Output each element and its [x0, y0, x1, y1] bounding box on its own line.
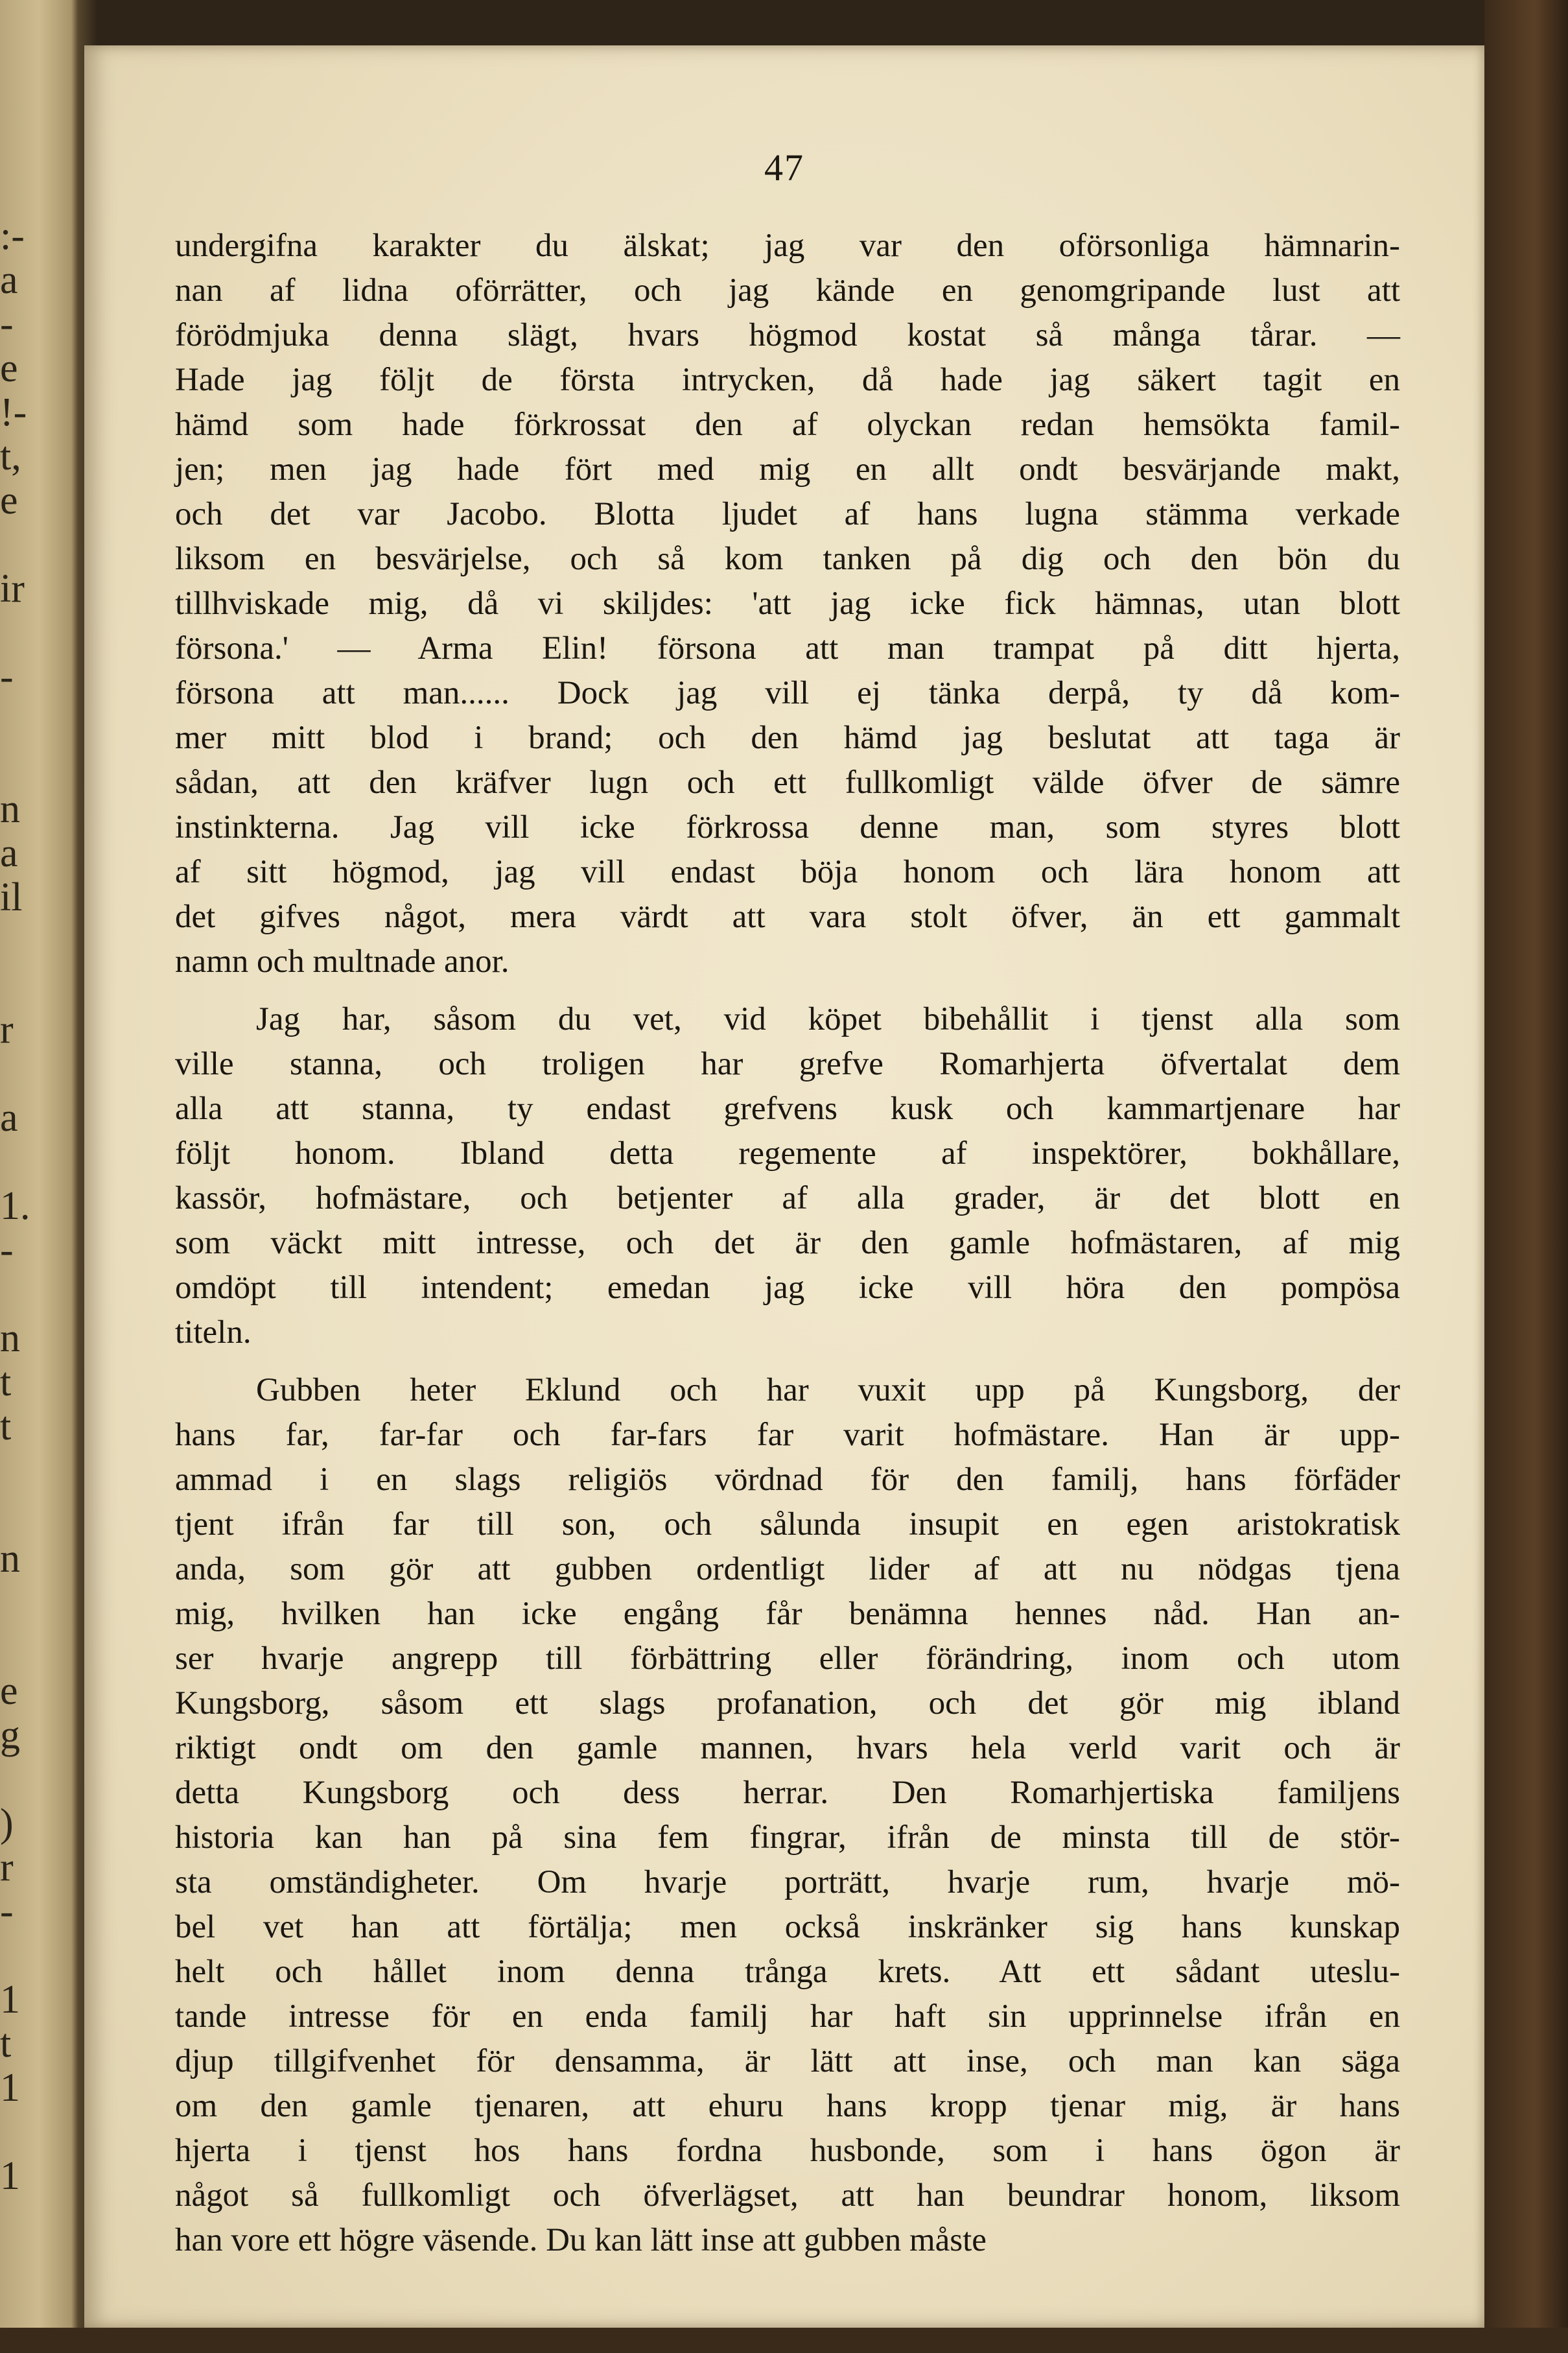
text-line: nan af lidna oförrätter, och jag kände en genomgripande lust att: [175, 272, 1400, 309]
text-line: djup tillgifvenhet för densamma, är lätt att inse, och man kan säga: [175, 2043, 1400, 2079]
book-cover-edge: [1484, 0, 1568, 2353]
text-line: Gubben heter Eklund och har vuxit upp på Kungsborg, der: [256, 1372, 1400, 1408]
text-line: ville stanna, och troligen har grefve Romarhjerta öfvertalat dem: [175, 1046, 1400, 1082]
text-line: helt och hållet inom denna trånga krets. Att ett sådant uteslu-: [175, 1954, 1400, 1990]
text-line: historia kan han på sina fem fingrar, ifrån de minsta till de stör-: [175, 1819, 1400, 1856]
text-line: det gifves något, mera värdt att vara stolt öfver, än ett gammalt: [175, 899, 1400, 935]
text-line: omdöpt till intendent; emedan jag icke vill höra den pompösa: [175, 1270, 1400, 1306]
text-line: kassör, hofmästare, och betjenter af alla grader, är det blott en: [175, 1180, 1400, 1216]
text-line: mer mitt blod i brand; och den hämd jag beslutat att taga är: [175, 720, 1400, 756]
paragraph: [175, 1368, 1400, 2263]
text-line: om den gamle tjenaren, att ehuru hans kropp tjenar mig, är hans: [175, 2088, 1400, 2124]
page: [84, 45, 1484, 2328]
text-line: tjent ifrån far till son, och sålunda insupit en egen aristokratisk: [175, 1506, 1400, 1543]
text-line: undergifna karakter du älskat; jag var den oförsonliga hämnarin-: [175, 228, 1400, 264]
text-line: följt honom. Ibland detta regemente af inspektörer, bokhållare,: [175, 1135, 1400, 1172]
text-line: något så fullkomligt och öfverlägset, att han beundrar honom, liksom: [175, 2177, 1400, 2214]
text-line: och det var Jacobo. Blotta ljudet af hans lugna stämma verkade: [175, 496, 1400, 532]
text-line: riktigt ondt om den gamle mannen, hvars hela verld varit och är: [175, 1730, 1400, 1766]
text-line: anda, som gör att gubben ordentligt lider af att nu nödgas tjena: [175, 1551, 1400, 1587]
paragraph: [175, 997, 1400, 1355]
previous-page-edge-text: :- a - e !- t, e ir - n a il r a 1. - n t t n e g ) r - 1 t 1 1: [0, 214, 30, 2198]
text-line: alla att stanna, ty endast grefvens kusk och kammartjenare har: [175, 1091, 1400, 1127]
text-line: försona.' — Arma Elin! försona att man trampat på ditt hjerta,: [175, 630, 1400, 667]
text-line: mig, hvilken han icke engång får benämna hennes nåd. Han an-: [175, 1596, 1400, 1632]
text-line: sådan, att den kräfver lugn och ett fullkomligt välde öfver de sämre: [175, 764, 1400, 801]
paragraph: [175, 224, 1400, 984]
text-line: han vore ett högre väsende. Du kan lätt inse att gubben måste: [175, 2222, 987, 2258]
text-line: hämd som hade förkrossat den af olyckan redan hemsökta famil-: [175, 407, 1400, 443]
text-line: försona att man...... Dock jag vill ej tänka derpå, ty då kom-: [175, 675, 1400, 711]
text-line: ser hvarje angrepp till förbättring eller förändring, inom och utom: [175, 1640, 1400, 1677]
body-text: [175, 224, 1400, 2263]
text-line: ammad i en slags religiös vördnad för den familj, hans förfäder: [175, 1461, 1400, 1498]
text-line: som väckt mitt intresse, och det är den gamle hofmästaren, af mig: [175, 1225, 1400, 1261]
text-line: namn och multnade anor.: [175, 943, 509, 980]
text-line: bel vet han att förtälja; men också inskränker sig hans kunskap: [175, 1909, 1400, 1945]
text-line: Hade jag följt de första intrycken, då hade jag säkert tagit en: [175, 362, 1400, 398]
text-line: Kungsborg, såsom ett slags profanation, och det gör mig ibland: [175, 1685, 1400, 1721]
text-line: liksom en besvärjelse, och så kom tanken på dig och den bön du: [175, 541, 1400, 577]
text-line: af sitt högmod, jag vill endast böja honom och lära honom att: [175, 854, 1400, 890]
text-line: sta omständigheter. Om hvarje porträtt, hvarje rum, hvarje mö-: [175, 1864, 1400, 1900]
text-line: hans far, far-far och far-fars far varit hofmästare. Han är upp-: [175, 1417, 1400, 1453]
text-line: tillhviskade mig, då vi skiljdes: 'att jag icke fick hämnas, utan blott: [175, 585, 1400, 622]
text-line: instinkterna. Jag vill icke förkrossa denne man, som styres blott: [175, 809, 1400, 845]
text-line: titeln.: [175, 1314, 252, 1351]
book-bottom-edge: [0, 2328, 1568, 2353]
text-line: jen; men jag hade fört med mig en allt ondt besvärjande makt,: [175, 451, 1400, 488]
text-line: detta Kungsborg och dess herrar. Den Romarhjertiska familjens: [175, 1775, 1400, 1811]
previous-page-edge: [0, 0, 78, 2353]
page-number: 47: [764, 147, 804, 189]
text-line: tande intresse för en enda familj har haft sin upprinnelse ifrån en: [175, 1998, 1400, 2035]
text-line: förödmjuka denna slägt, hvars högmod kostat så många tårar. —: [175, 317, 1400, 353]
text-line: Jag har, såsom du vet, vid köpet bibehållit i tjenst alla som: [256, 1001, 1400, 1037]
text-line: hjerta i tjenst hos hans fordna husbonde, som i hans ögon är: [175, 2133, 1400, 2169]
